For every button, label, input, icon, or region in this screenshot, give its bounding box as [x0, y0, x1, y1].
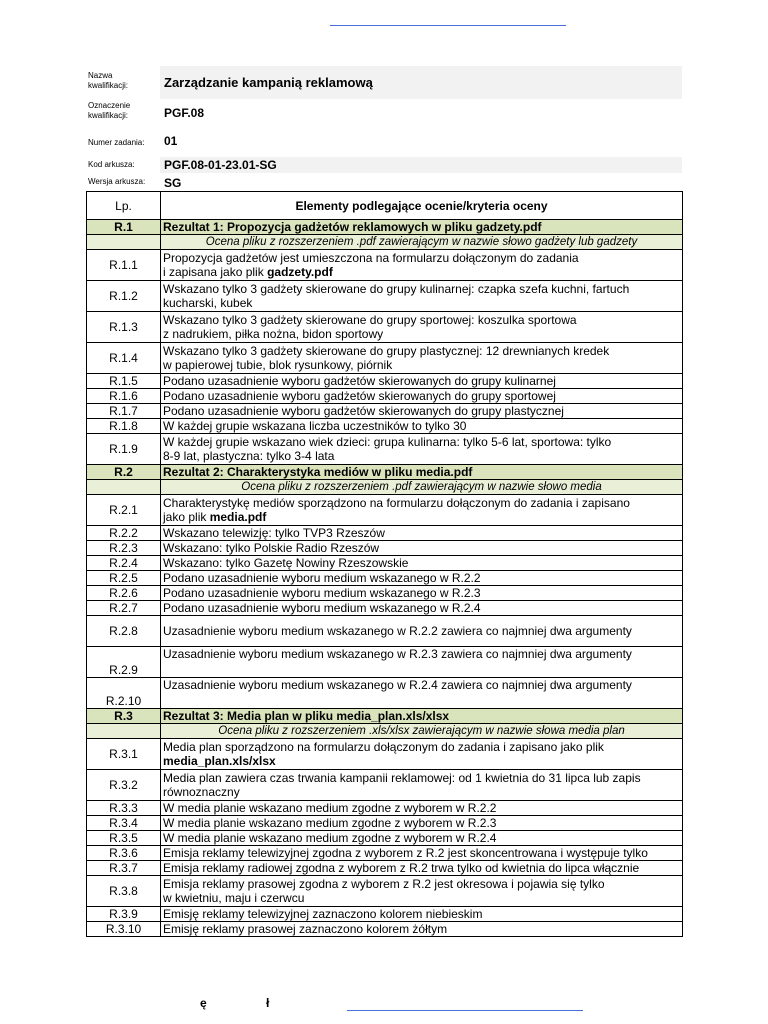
criterion-text: Podano uzasadnienie wyboru medium wskazanego w R.2.4 [161, 601, 683, 616]
criterion-text-line: w kwietniu, maju i czerwcu [163, 891, 305, 905]
criterion-id: R.1.6 [87, 389, 161, 404]
criterion-id: R.3.7 [87, 861, 161, 876]
criterion-text: W media planie wskazano medium zgodne z wyborem w R.2.3 [161, 816, 683, 831]
criterion-id: R.3.5 [87, 831, 161, 846]
criterion-text: Uzasadnienie wyboru medium wskazanego w R.2.4 zawiera co najmniej dwa argumenty [161, 678, 683, 709]
table-row [87, 678, 683, 709]
criterion-id: R.3.6 [87, 846, 161, 861]
result-subtitle: Ocena pliku z rozszerzeniem .xls/xlsx zawierającym w nazwie słowa media plan [161, 724, 683, 739]
criterion-id: R.3.10 [87, 922, 161, 937]
table-row [87, 312, 683, 343]
criterion-id: R.2.4 [87, 556, 161, 571]
table-row [87, 419, 683, 434]
result-row [87, 220, 683, 235]
table-row [87, 861, 683, 876]
table-row [87, 495, 683, 526]
table-row [87, 770, 683, 801]
result-title: Rezultat 1: Propozycja gadżetów reklamowych w pliku gadzety.pdf [161, 220, 683, 235]
criterion-file-name: media_plan.xls/xlsx [163, 754, 276, 768]
table-header-row [87, 192, 683, 220]
result-id: R.1 [87, 220, 161, 235]
criterion-text [161, 876, 683, 907]
table-row [87, 801, 683, 816]
table-row [87, 739, 683, 770]
criterion-text-line: w papierowej tubie, blok rysunkowy, piórnik [163, 358, 393, 372]
criteria-table [86, 191, 683, 937]
criterion-text: Podano uzasadnienie wyboru gadżetów skierowanych do grupy sportowej [161, 389, 683, 404]
criterion-text [161, 281, 683, 312]
criterion-text-line: Charakterystykę mediów sporządzono na formularzu dołączonym do zadania i zapisano [163, 496, 630, 510]
result-subtitle-row [87, 235, 683, 250]
criterion-text [161, 770, 683, 801]
sheet-version-value: SG [164, 176, 182, 190]
criterion-text: Emisję reklamy telewizyjnej zaznaczono kolorem niebieskim [161, 907, 683, 922]
table-row [87, 250, 683, 281]
criterion-text: Podano uzasadnienie wyboru gadżetów skierowanych do grupy plastycznej [161, 404, 683, 419]
criterion-text-line: Media plan sporządzono na formularzu dołączonym do zadania i zapisano jako plik [163, 740, 604, 754]
table-row [87, 907, 683, 922]
footer-character: ę [200, 996, 207, 1010]
task-number-value: 01 [164, 134, 178, 148]
criterion-text-line: 8-9 lat, plastyczna: tylko 3-4 lata [163, 449, 335, 463]
criterion-text [161, 434, 683, 465]
qualification-code-label: Oznaczenie kwalifikacji: [88, 101, 131, 120]
criterion-text-line: jako plik [163, 510, 210, 524]
result-subtitle-empty-cell [87, 235, 161, 250]
table-row [87, 281, 683, 312]
table-row [87, 389, 683, 404]
criterion-text: W media planie wskazano medium zgodne z wyborem w R.2.2 [161, 801, 683, 816]
table-row [87, 616, 683, 647]
criterion-id: R.2.1 [87, 495, 161, 526]
result-title: Rezultat 2: Charakterystyka mediów w pliku media.pdf [161, 465, 683, 480]
column-header-lp: Lp. [87, 192, 161, 220]
table-row [87, 404, 683, 419]
criterion-id: R.3.1 [87, 739, 161, 770]
table-row [87, 526, 683, 541]
criterion-text-line: Wskazano tylko 3 gadżety skierowane do grupy sportowej: koszulka sportowa [163, 313, 577, 327]
criterion-text: Wskazano: tylko Gazetę Nowiny Rzeszowskie [161, 556, 683, 571]
qualification-name-value: Zarządzanie kampanią reklamową [164, 75, 373, 90]
qualification-name-label: Nazwa kwalifikacji: [88, 71, 129, 90]
qualification-name-row [86, 66, 682, 99]
criterion-id: R.2.9 [87, 647, 161, 678]
criterion-id: R.1.9 [87, 434, 161, 465]
criterion-id: R.1.1 [87, 250, 161, 281]
criterion-text [161, 312, 683, 343]
result-subtitle-empty-cell [87, 724, 161, 739]
criterion-id: R.3.3 [87, 801, 161, 816]
criterion-id: R.1.4 [87, 343, 161, 374]
criterion-text-line: Wskazano tylko 3 gadżety skierowane do grupy kulinarnej: czapka szefa kuchni, fartuch [163, 282, 630, 296]
criterion-id: R.2.5 [87, 571, 161, 586]
sheet-code-row [86, 157, 682, 173]
criterion-id: R.1.7 [87, 404, 161, 419]
table-row [87, 647, 683, 678]
criterion-text: Uzasadnienie wyboru medium wskazanego w R.2.3 zawiera co najmniej dwa argumenty [161, 647, 683, 678]
criterion-text-line: Emisja reklamy prasowej zgodna z wyborem z R.2 jest okresowa i pojawia się tylko [163, 877, 605, 891]
table-row [87, 601, 683, 616]
criterion-text: Uzasadnienie wyboru medium wskazanego w R.2.2 zawiera co najmniej dwa argumenty [161, 616, 683, 647]
criterion-id: R.1.3 [87, 312, 161, 343]
footer-character: ł [266, 996, 270, 1010]
criterion-id: R.3.9 [87, 907, 161, 922]
criterion-id: R.2.7 [87, 601, 161, 616]
table-row [87, 343, 683, 374]
criterion-text-line: i zapisana jako plik [163, 265, 268, 279]
criterion-text-line: W każdej grupie wskazano wiek dzieci: grupa kulinarna: tylko 5-6 lat, sportowa: tylko [163, 435, 612, 449]
criterion-text-line: kucharski, kubek [163, 296, 253, 310]
qualification-code-row [86, 100, 682, 128]
table-row [87, 831, 683, 846]
criterion-text-line: Wskazano tylko 3 gadżety skierowane do grupy plastycznej: 12 drewnianych kredek [163, 344, 610, 358]
criterion-text: Podano uzasadnienie wyboru medium wskazanego w R.2.2 [161, 571, 683, 586]
header-link-underline [330, 25, 566, 26]
result-subtitle-empty-cell [87, 480, 161, 495]
criterion-file-name: media.pdf [209, 510, 267, 524]
criterion-text-line: z nadrukiem, piłka nożna, bidon sportowy [163, 327, 384, 341]
result-title: Rezultat 3: Media plan w pliku media_plan.xls/xlsx [161, 709, 683, 724]
criterion-file-name: gadzety.pdf [267, 265, 333, 279]
sheet-metadata [86, 66, 682, 190]
result-subtitle-row [87, 724, 683, 739]
sheet-code-label: Kod arkusza: [88, 160, 135, 169]
sheet-version-row [86, 174, 682, 190]
criterion-text: Wskazano: tylko Polskie Radio Rzeszów [161, 541, 683, 556]
criterion-text [161, 495, 683, 526]
result-subtitle-row [87, 480, 683, 495]
table-row [87, 571, 683, 586]
table-row [87, 586, 683, 601]
criterion-id: R.3.2 [87, 770, 161, 801]
criterion-text: Emisję reklamy prasowej zaznaczono kolorem żółtym [161, 922, 683, 937]
criterion-id: R.2.8 [87, 616, 161, 647]
table-row [87, 922, 683, 937]
sheet-version-label: Wersja arkusza: [88, 177, 146, 186]
result-id: R.2 [87, 465, 161, 480]
table-row [87, 374, 683, 389]
criterion-id: R.2.3 [87, 541, 161, 556]
sheet-code-value: PGF.08-01-23.01-SG [164, 158, 277, 172]
criterion-text [161, 343, 683, 374]
criterion-text: W każdej grupie wskazana liczba uczestników to tylko 30 [161, 419, 683, 434]
table-row [87, 816, 683, 831]
task-number-row [86, 132, 682, 154]
result-row [87, 709, 683, 724]
criterion-id: R.2.6 [87, 586, 161, 601]
criterion-text: W media planie wskazano medium zgodne z wyborem w R.2.4 [161, 831, 683, 846]
criterion-text [161, 250, 683, 281]
criterion-id: R.3.8 [87, 876, 161, 907]
criterion-text: Wskazano telewizję: tylko TVP3 Rzeszów [161, 526, 683, 541]
result-row [87, 465, 683, 480]
criterion-text: Emisja reklamy telewizyjnej zgodna z wyborem z R.2 jest skoncentrowana i występuje tylko [161, 846, 683, 861]
table-row [87, 434, 683, 465]
criterion-id: R.2.2 [87, 526, 161, 541]
criterion-id: R.2.10 [87, 678, 161, 709]
criterion-text-line: Media plan zawiera czas trwania kampanii reklamowej: od 1 kwietnia do 31 lipca lub zapis [163, 771, 641, 785]
result-subtitle: Ocena pliku z rozszerzeniem .pdf zawierającym w nazwie słowo media [161, 480, 683, 495]
table-row [87, 541, 683, 556]
qualification-code-value: PGF.08 [164, 106, 205, 120]
criterion-id: R.1.5 [87, 374, 161, 389]
criterion-text [161, 739, 683, 770]
footer-link-underline [347, 1010, 583, 1011]
criterion-text: Emisja reklamy radiowej zgodna z wyborem z R.2 trwa tylko od kwietnia do lipca włącznie [161, 861, 683, 876]
column-header-criteria: Elementy podlegające ocenie/kryteria oceny [161, 192, 683, 220]
table-row [87, 556, 683, 571]
criterion-text: Podano uzasadnienie wyboru medium wskazanego w R.2.3 [161, 586, 683, 601]
criterion-text: Podano uzasadnienie wyboru gadżetów skierowanych do grupy kulinarnej [161, 374, 683, 389]
task-number-label: Numer zadania: [88, 138, 145, 147]
result-subtitle: Ocena pliku z rozszerzeniem .pdf zawierającym w nazwie słowo gadżety lub gadzety [161, 235, 683, 250]
result-id: R.3 [87, 709, 161, 724]
table-row [87, 876, 683, 907]
criterion-id: R.1.8 [87, 419, 161, 434]
table-row [87, 846, 683, 861]
criterion-id: R.3.4 [87, 816, 161, 831]
criterion-id: R.1.2 [87, 281, 161, 312]
criterion-text-line: równoznaczny [163, 785, 240, 799]
criterion-text-line: Propozycja gadżetów jest umieszczona na formularzu dołączonym do zadania [163, 251, 579, 265]
